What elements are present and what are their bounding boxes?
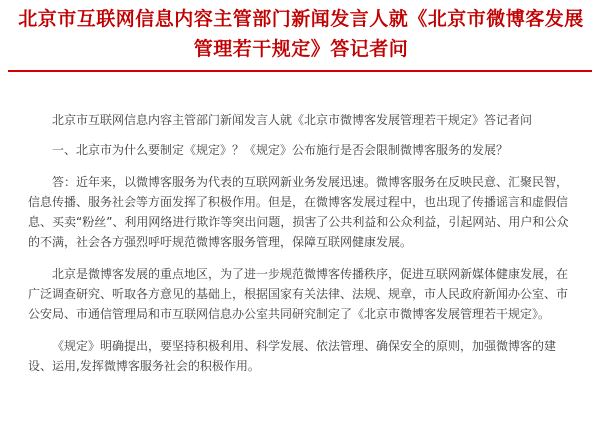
intro-paragraph: 北京市互联网信息内容主管部门新闻发言人就《北京市微博客发展管理若干规定》答记者问 — [52, 113, 533, 127]
answer-paragraph-2: 北京是微博客发展的重点地区，为了进一步规范微博客传播秩序，促进互联网新媒体健康发展，在广泛调查研究、听取各方意见的基础上，根据国家有关法律、法规、规章，市人民政府新闻办公室、市公安局、市通信管理局和市互联网信息办公室共同研究制定了《北京市微博客发展管理若干规定》。 — [28, 267, 569, 321]
answer-paragraph-1: 答：近年来，以微博客服务为代表的互联网新业务发展迅速。微博客服务在反映民意、汇聚民智，信息传播、服务社会等方面发挥了积极作用。但是，在微博客发展过程中，也出现了传播谣言和虚假信息、买卖“粉丝”、利用网络进行欺诈等突出问题，损害了公共利益和公众利益，引起网站、用户和公众的不满，社会各方强烈呼吁规范微博客服务管理，保障互联网健康发展。 — [28, 175, 569, 249]
article-headline: 北京市互联网信息内容主管部门新闻发言人就《北京市微博客发展管理若干规定》答记者问 — [18, 8, 584, 60]
answer-paragraph-3: 《规定》明确提出，要坚持积极利用、科学发展、依法管理、确保安全的原则，加强微博客的建设、运用,发挥微博客服务社会的积极作用。 — [28, 339, 557, 373]
question-paragraph: 一、北京市为什么要制定《规定》？《规定》公布施行是否会限制微博客服务的发展？ — [52, 143, 509, 157]
article-body — [28, 110, 576, 376]
headline-divider — [8, 70, 592, 72]
